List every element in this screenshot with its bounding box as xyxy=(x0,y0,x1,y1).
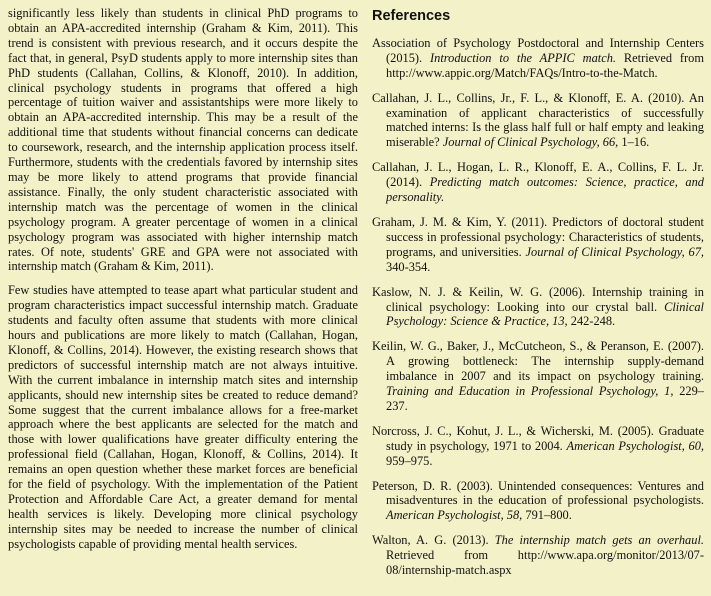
reference-item: Walton, A. G. (2013). The internship match gets an overhaul. Retrieved from http://www.apa.org/monitor/2013/07-08/internship-match.aspx xyxy=(372,533,704,578)
body-paragraph-2: Few studies have attempted to tease apart what particular student and program characteristics impact successful internship match. Graduate students and faculty often assume that students with more clinical hours and publications are more likely to match (Callahan, Hogan, Klonoff, & Collins, 2014). However, the existing research shows that predictors of successful internship match are not always intuitive. With the current imbalance in internship match sites and internship applicants, should new internship sites be created to reduce demand? Some suggest that the current imbalance allows for a free-market approach where the best applicants are selected for the match and those with lower qualifications have greater difficulty entering the professional field (Callahan, Hogan, Klonoff, & Collins, 2014). It remains an open question whether these market forces are beneficial for the field of psychology. With the implementation of the Patient Protection and Affordable Care Act, a greater demand for mental health services is likely. Developing more clinical psychology internship sites may be needed to increase the number of clinical psychologists capable of providing mental health services. xyxy=(8,283,358,551)
reference-item: Norcross, J. C., Kohut, J. L., & Wicherski, M. (2005). Graduate study in psychology, 1971 to 2004. American Psychologist, 60, 959–975. xyxy=(372,423,705,468)
body-paragraph-1: significantly less likely than students in clinical PhD programs to obtain an APA-accredited internship (Graham & Kim, 2011). This trend is consistent with previous research, and it occurs despite the fact that, in general, PsyD students apply to more internship sites than PhD students (Callahan, Collins, & Klonoff, 2010). In addition, clinical psychology students in programs that offered a high percentage of tuition waiver and assistantships were more likely to obtain an APA-accredited internship. This may be a result of the additional time that students without financial concerns can dedicate to coursework, research, and the internship application process itself. Furthermore, students with the credentials favored by internship sites may be more likely to attend programs that provide financial assistance. Finally, the only student characteristic associated with internship match was the percentage of women in the clinical psychology program. A greater percentage of women in a clinical psychology program was associated with higher internship match rates. Of note, students' GRE and GPA were not associated with internship match (Graham & Kim, 2011). xyxy=(8,6,358,274)
reference-item: Kaslow, N. J. & Keilin, W. G. (2006). Internship training in clinical psychology: Looking into our crystal ball. Clinical Psychology: Science & Practice, 13, 242-248. xyxy=(372,284,704,329)
reference-item: Keilin, W. G., Baker, J., McCutcheon, S., & Peranson, E. (2007). A growing bottleneck: The internship supply-demand imbalance in 2007 and its impact on psychology training. Training and Education in Professional Psychology, 1, 229–237. xyxy=(372,339,704,413)
body-text-column xyxy=(8,6,358,596)
reference-item: Graham, J. M. & Kim, Y. (2011). Predictors of doctoral student success in professional psychology: Characteristics of students, programs, and universities. Journal of Clinical Psychology, 67, 340-354. xyxy=(372,214,704,274)
reference-item: Callahan, J. L., Hogan, L. R., Klonoff, E. A., Collins, F. L. Jr. (2014). Predicting match outcomes: Science, practice, and personality. xyxy=(372,160,704,205)
reference-item: Peterson, D. R. (2003). Unintended consequences: Ventures and misadventures in the education of professional psychologists. American Psychologist, 58, 791–800. xyxy=(372,478,704,523)
reference-item: Association of Psychology Postdoctoral and Internship Centers (2015). Introduction to the APPIC match. Retrieved from http://www.appic.org/Match/FAQs/Intro-to-the-Match. xyxy=(372,35,705,80)
references-column xyxy=(372,6,704,596)
reference-item: Callahan, J. L., Collins, Jr., F. L., & Klonoff, E. A. (2010). An examination of applicant characteristics of successfully matched interns: Is the glass half full or half empty and leaking miserable? Journal of Clinical Psychology, 66, 1–16. xyxy=(372,90,704,150)
references-heading: References xyxy=(372,8,451,24)
